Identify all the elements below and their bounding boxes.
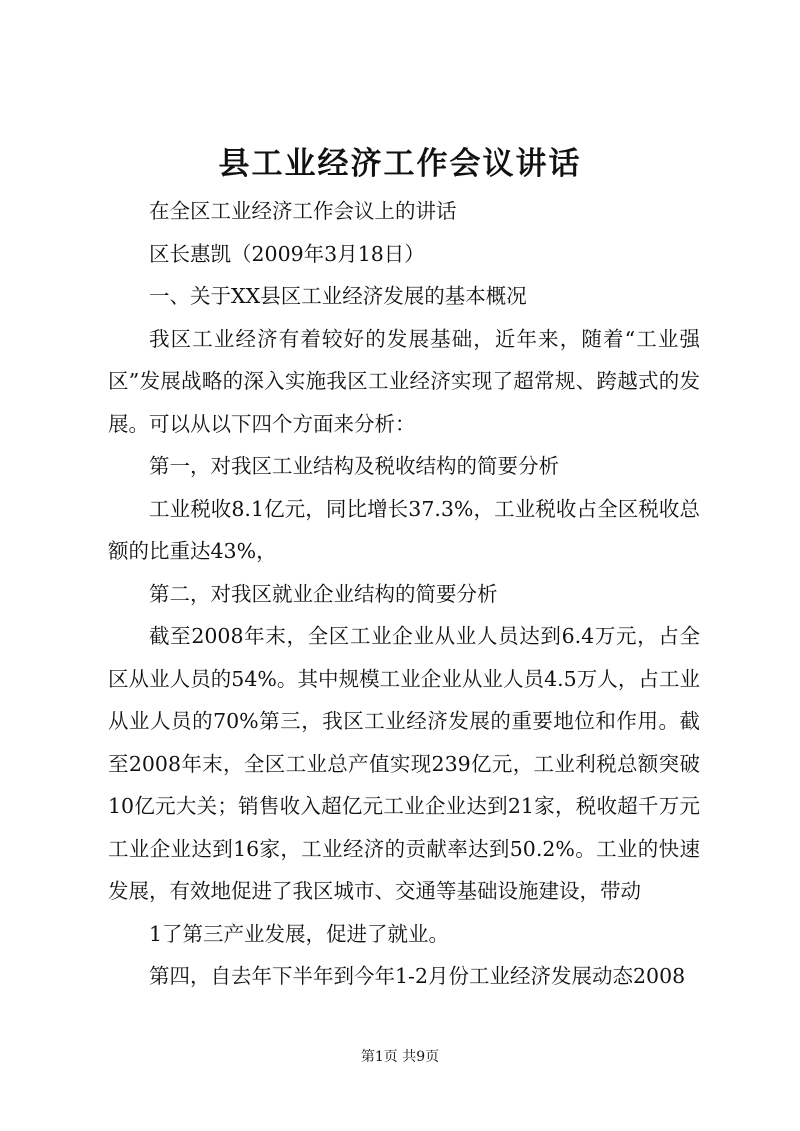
paragraph-continuation: 1了第三产业发展，促进了就业。	[149, 921, 450, 946]
paragraph-tax-data: 工业税收8.1亿元，同比增长37.3%，工业税收占全区税收总额的比重达43%，	[108, 496, 700, 563]
paragraph-employment-data: 截至2008年末，全区工业企业从业人员达到6.4万元，占全区从业人员的54%。其中规模工业企业从业人员4.5万人，占工业从业人员的70%第三，我区工业经济发展的重要地位和作用。截至2008年末，全区工业总产值实现239亿元，工业利税总额突破10亿元大关；销售收入超亿元工业企业达到21家，税收超千万元工业企业达到16家，工业经济的贡献率达到50.2%。工业的快速发展，有效地促进了我区城市、交通等基础设施建设，带动	[108, 624, 700, 903]
paragraph-point-one: 第一，对我区工业结构及税收结构的简要分析	[149, 454, 559, 478]
paragraph-point-four: 第四，自去年下半年到今年1-2月份工业经济发展动态2008	[149, 964, 686, 988]
paragraph-speaker: 区长惠凯（2009年3月18日）	[149, 241, 425, 266]
paragraph-point-two: 第二，对我区就业企业结构的简要分析	[149, 581, 498, 606]
paragraph-intro: 我区工业经济有着较好的发展基础，近年来，随着“工业强区”发展战略的深入实施我区工业经济实现了超常规、跨越式的发展。可以从以下四个方面来分析：	[108, 326, 700, 436]
paragraph-subtitle: 在全区工业经济工作会议上的讲话	[149, 199, 457, 223]
page-footer: 第1页 共9页	[360, 1049, 440, 1065]
document-title: 县工业经济工作会议讲话	[218, 146, 582, 182]
paragraph-section-heading: 一、关于XX县区工业经济发展的基本概况	[149, 284, 527, 308]
document-body	[108, 190, 700, 998]
